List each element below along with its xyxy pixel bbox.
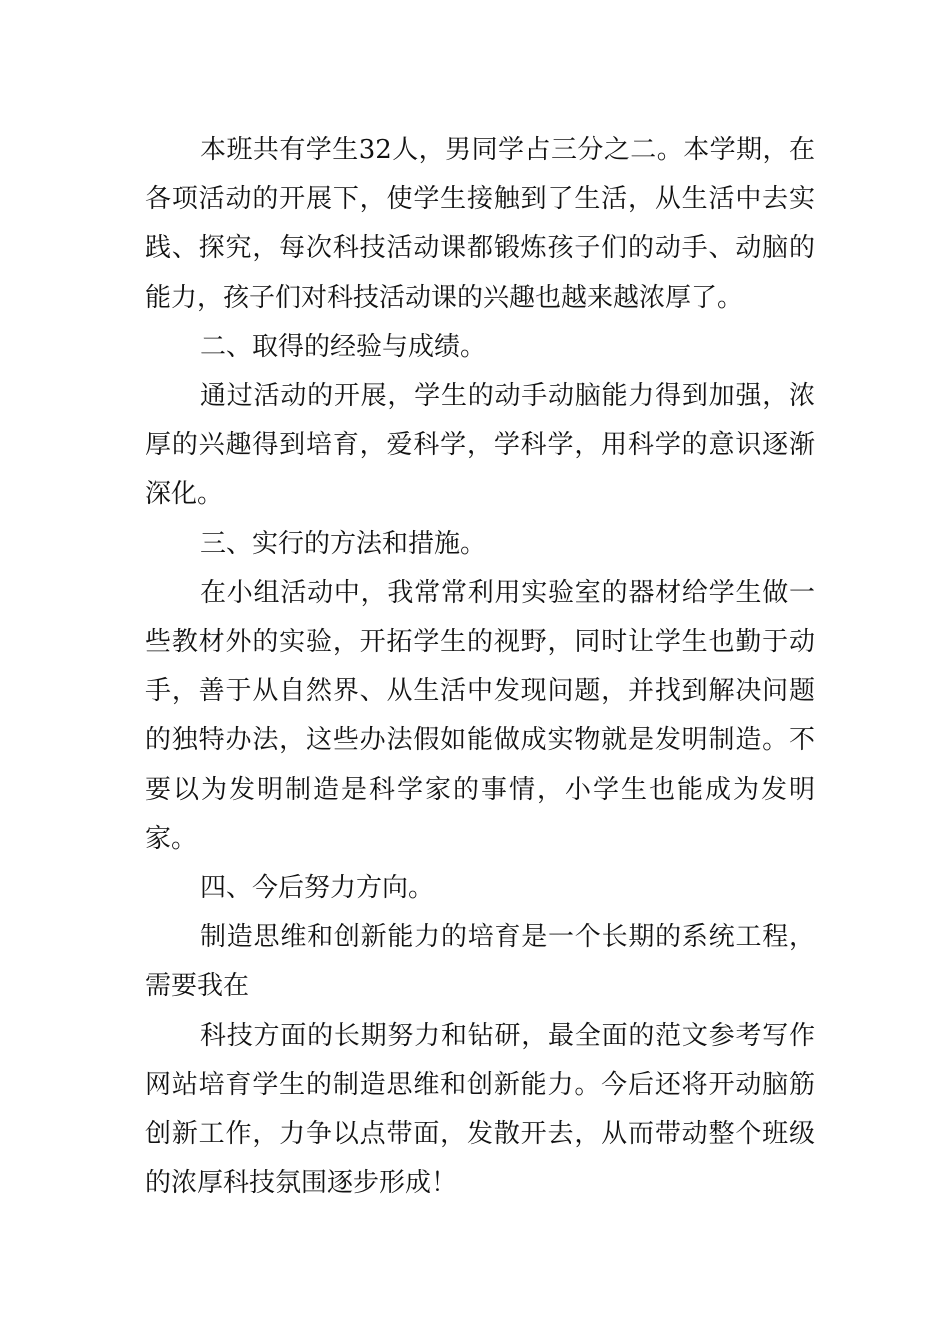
document-body: [145, 126, 815, 1208]
heading-future-direction: 四、今后努力方向。: [200, 873, 435, 904]
paragraph-methods: 在小组活动中，我常常利用实验室的器材给学生做一些教材外的实验，开拓学生的视野，同时让学生也勤于动手，善于从自然界、从生活中发现问题，并找到解决问题的独特办法，这些办法假如能做成实物就是发明制造。不要以为发明制造是科学家的事情，小学生也能成为发明家。: [145, 577, 815, 854]
paragraph-class-overview: 本班共有学生32人，男同学占三分之二。本学期，在各项活动的开展下，使学生接触到了生活，从生活中去实践、探究，每次科技活动课都锻炼孩子们的动手、动脑的能力，孩子们对科技活动课的兴趣也越来越浓厚了。: [145, 135, 815, 313]
heading-methods-measures: 三、实行的方法和措施。: [200, 528, 487, 559]
paragraph-experience: 通过活动的开展，学生的动手动脑能力得到加强，浓厚的兴趣得到培育，爱科学，学科学，用科学的意识逐渐深化。: [145, 381, 815, 510]
paragraph-future-part-1: 制造思维和创新能力的培育是一个长期的系统工程，需要我在: [145, 922, 815, 1002]
paragraph-future-part-2: 科技方面的长期努力和钻研，最全面的范文参考写作网站培育学生的制造思维和创新能力。今后还将开动脑筋创新工作，力争以点带面，发散开去，从而带动整个班级的浓厚科技氛围逐步形成！: [145, 1020, 815, 1199]
heading-experience-achievements: 二、取得的经验与成绩。: [200, 331, 487, 362]
